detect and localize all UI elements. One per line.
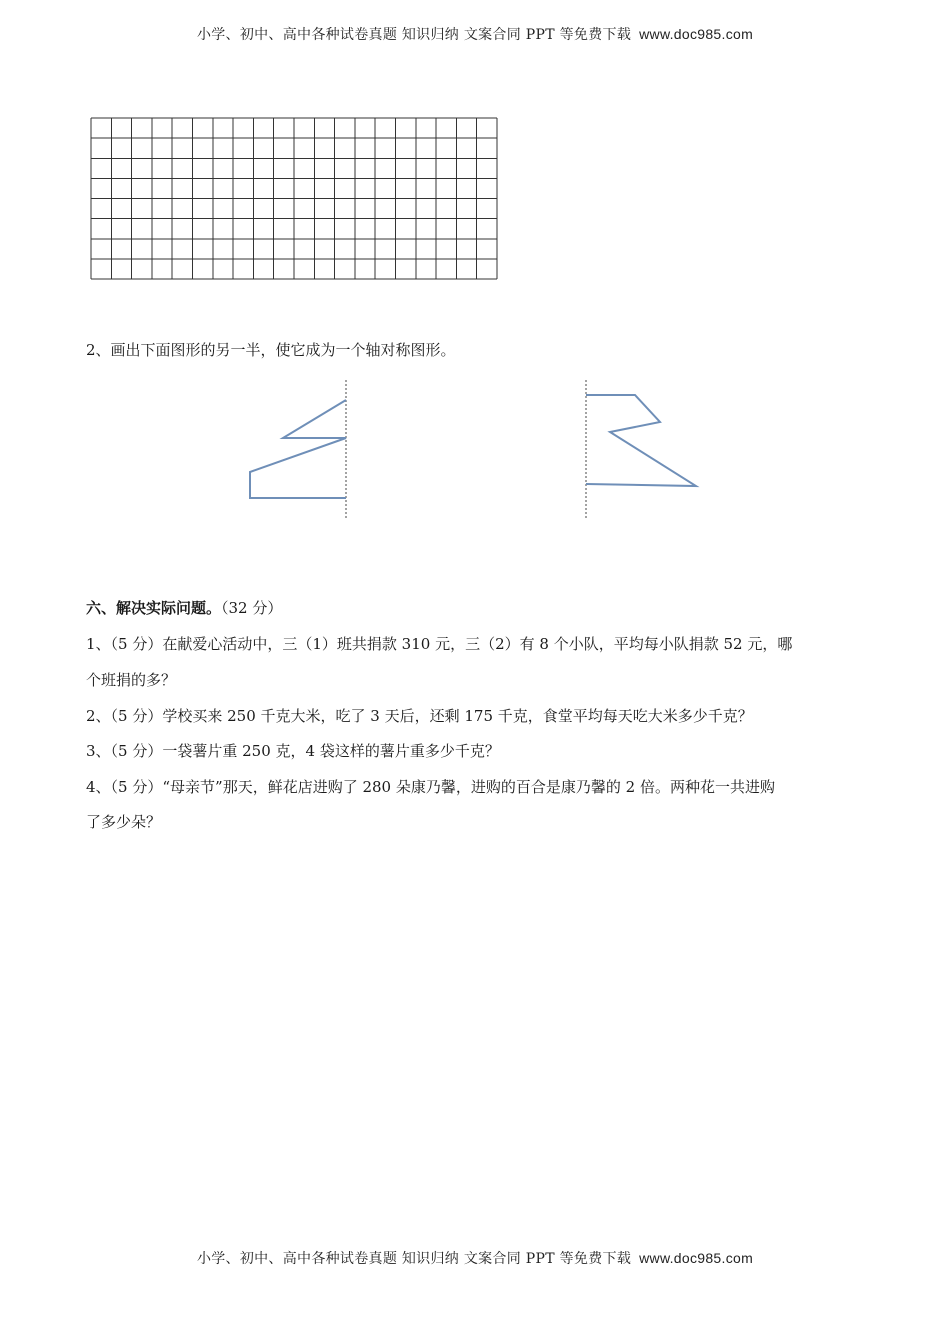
section-6-heading [86, 598, 876, 618]
half-shape-right [586, 395, 696, 486]
problem-4-line-1: 4、（5 分）“母亲节”那天，鲜花店进购了 280 朵康乃馨，进购的百合是康乃馨的 2 倍。两种花一共进购 [86, 778, 775, 796]
header-url[interactable]: www.doc985.com [639, 26, 754, 42]
half-shape-left [250, 400, 346, 498]
grid-paper [90, 117, 498, 280]
footer-text: 小学、初中、高中各种试卷真题 知识归纳 文案合同 PPT 等免费下载 [196, 1251, 632, 1267]
problem-1-line-2: 个班捐的多？ [86, 671, 177, 689]
section-6-score: （32 分） [221, 599, 283, 617]
problem-2: 2、（5 分）学校买来 250 千克大米，吃了 3 天后，还剩 175 千克，食堂平均每天吃大米多少千克？ [86, 707, 753, 725]
header-text: 小学、初中、高中各种试卷真题 知识归纳 文案合同 PPT 等免费下载 [196, 27, 632, 43]
page-header [0, 24, 950, 44]
problem-1-line-1: 1、（5 分）在献爱心活动中，三（1）班共捐款 310 元，三（2）有 8 个小队，平均每小队捐款 52 元，哪 [86, 635, 793, 653]
problem-3: 3、（5 分）一袋薯片重 250 克，4 袋这样的薯片重多少千克？ [86, 742, 500, 760]
section-6-title: 六、解决实际问题。 [86, 599, 222, 617]
footer-url[interactable]: www.doc985.com [639, 1250, 754, 1266]
problem-4-line-2: 了多少朵？ [86, 813, 162, 831]
symmetry-figures [0, 370, 950, 530]
page-footer [0, 1248, 950, 1268]
question-2: 2、画出下面图形的另一半，使它成为一个轴对称图形。 [86, 341, 456, 359]
